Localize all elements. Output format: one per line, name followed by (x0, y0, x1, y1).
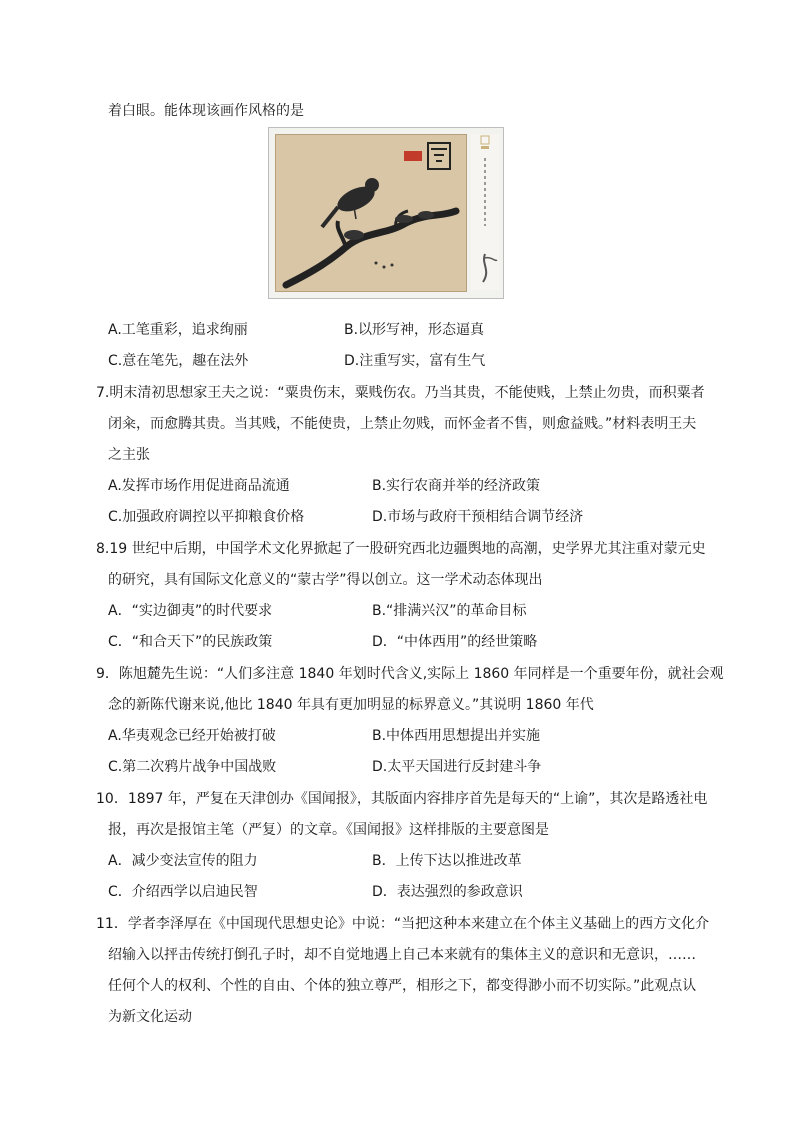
q10-option-b[interactable]: B．上传下达以推进改革 (372, 853, 522, 869)
q11-stem-line-3: 任何个人的权利、个性的自由、个体的独立尊严，相形之下，都变得渺小而不切实际。”此观点认 (108, 978, 697, 994)
q11-stem-line-1: 11．学者李泽厚在《中国现代思想史论》中说：“当把这种本来建立在个体主义基础上的西方文化介 (96, 916, 710, 932)
q6-option-a[interactable]: A.工笔重彩，追求绚丽 (108, 322, 248, 338)
q7-option-c[interactable]: C.加强政府调控以平抑粮食价格 (108, 509, 305, 525)
q6-option-b[interactable]: B.以形写神，形态逼真 (344, 322, 485, 338)
q8-option-a[interactable]: A．“实边御夷”的时代要求 (108, 603, 273, 619)
q9-stem-line-2: 念的新陈代谢来说,他比 1840 年具有更加明显的标界意义。”其说明 1860 年代 (108, 697, 594, 713)
calligraphy-and-tree-decoration (471, 134, 499, 290)
q10-stem-line-1: 10．1897 年，严复在天津创办《国闻报》，其版面内容排序首先是每天的“上谕”，其次是路透社电 (96, 791, 708, 807)
q7-stem-line-2: 闭籴，而愈腾其贵。当其贱，不能使贵，上禁止勿贱，而怀金者不售，则愈益贱。”材料表明王夫 (108, 416, 697, 432)
q10-option-a[interactable]: A．减少变法宣传的阻力 (108, 853, 258, 869)
q6-option-d[interactable]: D.注重写实，富有生气 (344, 353, 486, 369)
q6-option-c[interactable]: C.意在笔先，趣在法外 (108, 353, 249, 369)
q7-option-d[interactable]: D.市场与政府干预相结合调节经济 (372, 509, 584, 525)
q9-option-b[interactable]: B.中体西用思想提出并实施 (372, 728, 541, 744)
q8-option-d[interactable]: D．“中体西用”的经世策略 (372, 634, 538, 650)
bird-on-branch-illustration (276, 135, 466, 291)
q9-option-c[interactable]: C.第二次鸦片战争中国战败 (108, 759, 277, 775)
q8-option-b[interactable]: B.“排满兴汉”的革命目标 (372, 603, 527, 619)
q6-stem-tail: 着白眼。能体现该画作风格的是 (108, 103, 304, 119)
q8-option-c[interactable]: C．“和合天下”的民族政策 (108, 634, 273, 650)
q7-option-a[interactable]: A.发挥市场作用促进商品流通 (108, 478, 290, 494)
q7-stem-line-3: 之主张 (108, 447, 150, 463)
q10-option-d[interactable]: D．表达强烈的参政意识 (372, 884, 523, 900)
painting-image (275, 134, 467, 292)
q9-stem-line-1: 9．陈旭麓先生说：“人们多注意 1840 年划时代含义,实际上 1860 年同样是一个重要年份，就社会观 (96, 666, 724, 682)
q9-option-d[interactable]: D.太平天国进行反封建斗争 (372, 759, 542, 775)
q9-option-a[interactable]: A.华夷观念已经开始被打破 (108, 728, 276, 744)
painting-caption-strip (471, 134, 499, 290)
q7-stem-line-1: 7.明末清初思想家王夫之说：“粟贵伤末，粟贱伤农。乃当其贵，不能使贱，上禁止勿贵，而积粟者 (96, 385, 705, 401)
q10-stem-line-2: 报，再次是报馆主笔（严复）的文章。《国闻报》这样排版的主要意图是 (108, 822, 549, 838)
q7-option-b[interactable]: B.实行农商并举的经济政策 (372, 478, 541, 494)
q11-stem-line-4: 为新文化运动 (108, 1009, 192, 1025)
q8-stem-line-2: 的研究，具有国际文化意义的“蒙古学”得以创立。这一学术动态体现出 (108, 572, 543, 588)
q11-stem-line-2: 绍输入以抨击传统打倒孔子时，却不自觉地遇上自己本来就有的集体主义的意识和无意识，…… (108, 947, 696, 963)
q10-option-c[interactable]: C．介绍西学以启迪民智 (108, 884, 258, 900)
painting-figure (268, 127, 504, 299)
q8-stem-line-1: 8.19 世纪中后期，中国学术文化界掀起了一股研究西北边疆舆地的高潮，史学界尤其注重对蒙元史 (96, 541, 706, 557)
